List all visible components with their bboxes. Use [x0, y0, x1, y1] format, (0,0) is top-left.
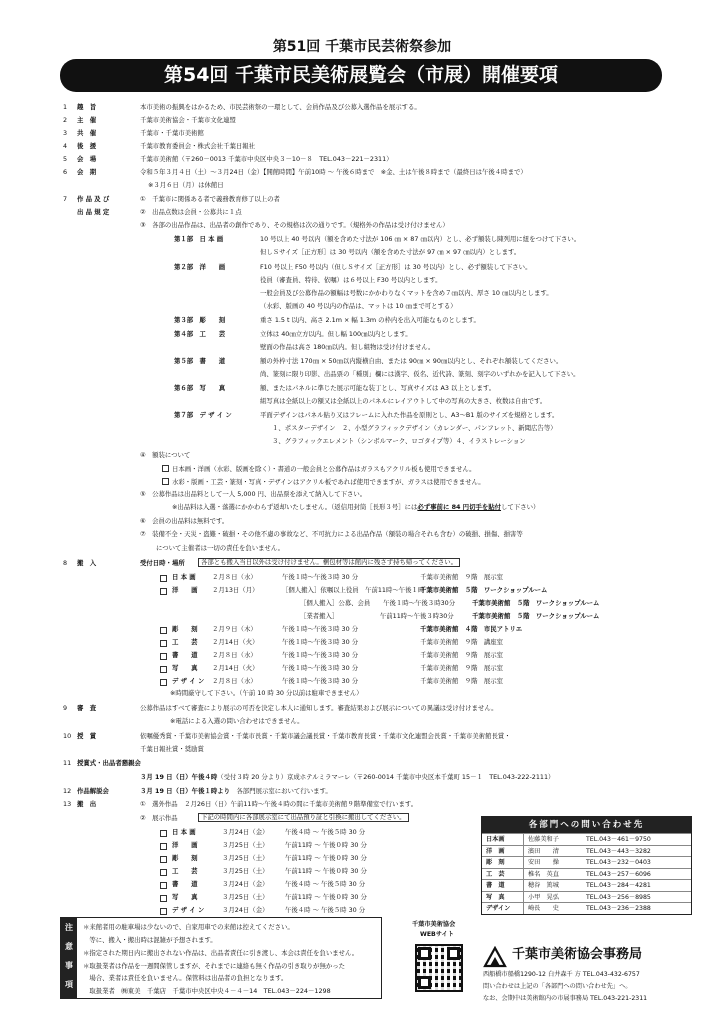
pickup-dept: 洋 画 [172, 841, 198, 849]
delivery-place: 千葉市美術館 ５階 ワークショップルーム [472, 599, 600, 607]
checkbox-icon [160, 679, 167, 686]
office-note-1: 問い合わせは上記の「各部門への問い合わせ先」へ。 [483, 983, 632, 990]
contact-row [482, 891, 691, 903]
contact-tel: TEL.043－443－3282 [586, 847, 651, 855]
item-1-label: 趣 旨 [77, 103, 97, 111]
delivery-head-note: 各部とも搬入当日以外は受け付けません。梱包材等は館内に残さず持ち帰ってください。 [198, 558, 460, 567]
note-line-6: 取扱業者 ㈱東美 千葉店 千葉市中央区中央４－４－14 TEL.043－224－1298 [83, 987, 331, 995]
checkbox-icon [160, 575, 167, 582]
checkbox-icon [160, 856, 167, 863]
checkbox-icon [160, 588, 167, 595]
contact-name: 佐藤美和子 [528, 836, 559, 843]
delivery-note: ※時間厳守して下さい。（午前 10 時 30 分以前は駐車できません） [170, 689, 363, 697]
pickup-note: 下記の時間内に各部展示室にて出品預り証と引換に搬出してください。 [198, 813, 409, 822]
qr-label-1: 千葉市美術協会 [412, 921, 456, 928]
delivery-time: 午後１時～午後３時 30 分 [282, 638, 359, 646]
item-4-label: 後 援 [77, 142, 97, 150]
item-3-text: 千葉市・千葉市美術館 [140, 129, 204, 137]
delivery-time: ［個人搬入］依嘱以上役員 午前11時～午後１時 [282, 586, 425, 594]
spec-shodo-1: 額の外枠寸法 170㎝ × 50㎝以内縦横自由、または 90㎝ × 90㎝以内とし、それぞれ額装してください。 [260, 357, 563, 365]
delivery-time: ［個人搬入］公募、会員 午後１時～午後３時30分 [300, 599, 456, 607]
rule-4b [162, 478, 485, 486]
spec-design-3: ３、グラフィックエレメント（シンボルマーク、ロゴタイプ等）４、イラストレーション [272, 437, 526, 445]
pickup-dept: 工 芸 [172, 867, 198, 875]
item-3-no: 3 [63, 129, 68, 137]
dept-shashin: 第６部 写 真 [174, 384, 226, 392]
sec7-label-2: 出 品 規 定 [77, 208, 110, 216]
pickup-dept: 写 真 [172, 893, 198, 901]
rule-4: ④ 額装について [140, 451, 191, 459]
delivery-time: ［業者搬入］ 午前11時～午後３時30分 [300, 612, 454, 620]
item-5-label: 会 場 [77, 155, 97, 163]
spec-chokoku-1: 重さ 1.5 t 以内、高さ 2.1m × 幅 1.3m の枠内を出入可能なものとします。 [260, 316, 480, 324]
checkbox-icon [160, 830, 167, 837]
rule-5: ⑤ 公募作品は出品料として一人 5,000 円、出品票を添えて納入して下さい。 [140, 490, 367, 498]
contact-tel: TEL.043－236－2388 [586, 905, 651, 912]
qr-code-icon[interactable] [415, 944, 463, 992]
contact-dept: 日本画 [482, 834, 524, 845]
office-address: 西船橋市船橋1290-12 白井森千 方 TEL.043-432-6757 [483, 971, 640, 978]
qr-label-2: WEBサイト [420, 931, 454, 938]
contact-row [482, 845, 691, 857]
contacts-table [481, 816, 692, 915]
contact-tel: TEL.043－256－8985 [586, 893, 651, 901]
delivery-date: ２月８日（水） [212, 651, 257, 659]
delivery-place: 千葉市美術館 ９階 展示室 [420, 651, 504, 659]
delivery-place: 千葉市美術館 ５階 ワークショップルーム [420, 586, 548, 594]
rule-4b-text: 水彩・版画・工芸・篆刻・写真・デザインはアクリル板であれば使用できますが、ガラスは使用できません。 [172, 478, 485, 486]
delivery-date: ２月８日（水） [212, 677, 257, 685]
rule-7: ⑦ 装備不全・天災・盗難・破損・その他不慮の事故など、不可抗力による出品作品（額装の場合それも含む）の破損、損傷、損害等 [140, 530, 523, 538]
pickup-time: 午前11時 ～ 午後０時 30 分 [285, 867, 367, 875]
delivery-dept: デ ザ イ ン [172, 677, 205, 685]
note-line-1: ＊来館者用の駐車場は少ないので、自家用車での来館は控えてください。 [83, 923, 294, 931]
pickup-time: 午後４時 ～ 午後５時 30 分 [285, 828, 366, 836]
office-name: 千葉市美術協会事務局 [512, 947, 643, 962]
rule-5a-text: ※出品料は入選・落選にかかわらず返却いたしません。（返信用封筒［長形３号］には [172, 503, 418, 511]
delivery-time: 午後１時～午後３時 30 分 [282, 573, 359, 581]
notes-label-char: 事 [65, 961, 73, 970]
awards-text-2: 千葉日報社賞・奨励賞 [140, 745, 204, 753]
sec8-label: 搬 入 [77, 559, 97, 567]
delivery-time: 午後１時～午後３時 30 分 [282, 664, 359, 672]
pickup-time: 午後４時 ～ 午後５時 30 分 [285, 906, 366, 914]
dept-shodo: 第５部 書 道 [174, 357, 226, 365]
spec-design-2: １、ポスターデザイン ２、小型グラフィックデザイン（カレンダー、パンフレット、新聞広告等） [272, 424, 557, 432]
item-1-no: 1 [63, 103, 68, 111]
rule-2: ② 出品点数は会員・公募共に１点 [140, 208, 242, 216]
item-4-no: 4 [63, 142, 68, 150]
delivery-dept: 日 本 画 [172, 573, 196, 581]
rule-1: ① 千葉市に関係ある者で義務教育修了以上の者 [140, 195, 280, 203]
contact-row [482, 868, 691, 880]
delivery-dept: 書 道 [172, 651, 198, 659]
delivery-time: 午後１時～午後３時 30 分 [282, 677, 359, 685]
delivery-place: 千葉市美術館 ９階 展示室 [420, 677, 504, 685]
pickup-time: 午前11時 ～ 午後０時 30 分 [285, 893, 367, 901]
rule-5a [172, 504, 539, 511]
item-6-label: 会 期 [77, 168, 97, 176]
sec13-no: 13 [63, 800, 72, 808]
rule-4a [162, 465, 476, 473]
sec12-no: 12 [63, 787, 72, 795]
pickup-dept: 日 本 画 [172, 828, 196, 836]
note-line-4: ＊取扱業者は作品を一週間保管しますが、それまでに連絡も無く作品の引き取りが無かった [83, 962, 346, 970]
contacts-title: 各部門への問い合わせ先 [482, 817, 691, 833]
item-3-label: 共 催 [77, 129, 97, 137]
item-5-text: 千葉市美術館（〒260－0013 千葉市中央区中央３－10－８ TEL.043－221－2311） [140, 155, 393, 163]
ceremony-line [140, 774, 554, 781]
rule-3: ③ 各部の出品作品は、出品者の創作であり、その規格は次の通りです。（規格外の作品は受け付けません） [140, 221, 449, 229]
pickup-rule-1: ① 選外作品 ２月26日（日）午前11時～午後４時の間に千葉市美術館９階準備室で行います。 [140, 800, 418, 808]
contact-dept: 洋 画 [482, 846, 524, 857]
item-4-text: 千葉市教育委員会・株式会社千葉日報社 [140, 142, 256, 150]
contact-dept: 彫 刻 [482, 857, 524, 868]
contact-name: 安田 操 [528, 859, 559, 866]
notes-label [61, 918, 77, 998]
notes-label-char: 項 [65, 980, 73, 989]
sec13-label: 搬 出 [77, 800, 97, 808]
pickup-date: ３月25日（土） [222, 841, 269, 849]
judging-note: ※電話による入選の問い合わせはできません。 [170, 717, 304, 725]
dept-design: 第７部 デ ザ イ ン [174, 411, 232, 419]
delivery-date: ２月14日（火） [212, 664, 259, 672]
contact-dept: 工 芸 [482, 869, 524, 880]
sec9-label: 審 査 [77, 704, 97, 712]
delivery-dept: 写 真 [172, 664, 198, 672]
pickup-time: 午前11時 ～ 午後０時 30 分 [285, 854, 367, 862]
checkbox-icon [160, 640, 167, 647]
delivery-time: 午後１時～午後３時 30 分 [282, 651, 359, 659]
pickup-date: ３月24日（金） [222, 880, 269, 888]
ceremony-rest: （受付３時 20 分より）京成ホテルミラマーレ（〒260-0014 千葉市中央区本千葉町 15－１ TEL.043-222-2111） [217, 773, 555, 781]
contact-row [482, 856, 691, 868]
delivery-dept: 彫 刻 [172, 625, 198, 633]
sec10-no: 10 [63, 732, 72, 740]
pickup-dept: 書 道 [172, 880, 198, 888]
checkbox-icon [160, 882, 167, 889]
checkbox-icon [160, 653, 167, 660]
item-6-text: 令和５年３月４日（土）～３月24日（金）【開館時間】午前10時 ～ 午後６時まで ※金、土は午後８時まで（最終日は午後４時まで） [140, 168, 527, 176]
pickup-date: ３月25日（土） [222, 893, 269, 901]
pickup-date: ３月25日（土） [222, 854, 269, 862]
checkbox-icon [160, 895, 167, 902]
contact-tel: TEL.043－461－9750 [586, 836, 651, 843]
pickup-dept: デ ザ イ ン [172, 906, 205, 914]
sec11-no: 11 [63, 759, 72, 767]
pickup-date: ３月25日（土） [222, 867, 269, 875]
spec-yoga-2: 役員（審査員、特待、依嘱）は６号以上 F30 号以内とします。 [260, 276, 442, 284]
dept-chokoku: 第３部 彫 刻 [174, 316, 226, 324]
sec9-no: 9 [63, 704, 68, 712]
sec10-label: 授 賞 [77, 732, 97, 740]
contact-row [482, 902, 691, 914]
ceremony-date: ３月 19 日（日）午後４時 [140, 773, 218, 781]
delivery-head-label: 受付日時・場所 [140, 559, 185, 567]
delivery-date: ２月８日（水） [212, 573, 257, 581]
note-line-2: 等に、搬入・搬出時は混雑が予想されます。 [83, 936, 217, 944]
spec-yoga-4: （水彩、版画の 40 号以内の作品は、マットは 10 ㎝まで可とする） [260, 302, 457, 310]
sec8-no: 8 [63, 559, 68, 567]
contact-name: 崎長 史 [528, 905, 559, 912]
notes-label-char: 注 [65, 923, 73, 932]
judging-text: 公募作品はすべて審査により展示の可否を決定し本人に通知します。審査結果および展示についての異議は受け付けません。 [140, 704, 498, 712]
checkbox-icon [160, 666, 167, 673]
dept-nihonga: 第１部 日 本 画 [174, 235, 224, 243]
sec7-label: 作 品 及 び [77, 195, 110, 203]
delivery-dept: 洋 画 [172, 586, 198, 594]
pickup-rule-2: ② 展示作品 [140, 814, 178, 822]
spec-kogei-2: 壁面の作品は高さ 180㎝以内。但し組物は受け付けません。 [260, 343, 435, 351]
item-1-text: 本市美術の振興をはかるため、市民芸術祭の一環として、会員作品及び公募入選作品を展示する。 [140, 103, 421, 111]
contact-row [482, 879, 691, 891]
spec-kogei-1: 立体は 40㎝立方以内。但し幅 100㎝以内とします。 [260, 330, 412, 338]
event-subtitle: 第51回 千葉市民芸術祭参加 [272, 39, 452, 55]
office-note-2: なお、会期中は美術館内の市展事務局 TEL.043-221-2311 [483, 995, 648, 1002]
contact-name: 穂谷 篤城 [528, 882, 559, 889]
sec7-no: 7 [63, 195, 68, 203]
association-logo-icon [483, 946, 507, 968]
item-2-label: 主 催 [77, 116, 97, 124]
contact-tel: TEL.043－284－4281 [586, 882, 651, 889]
contact-tel: TEL.043－232－0403 [586, 859, 651, 866]
rule-7b: について主催者は一切の責任を負いません。 [156, 544, 285, 552]
pickup-date: ３月24日（金） [222, 906, 269, 914]
stamp-notice: 必ず事前に 84 円切手を貼付 [417, 503, 502, 511]
delivery-place: 千葉市美術館 ９階 講座室 [420, 638, 504, 646]
checkbox-icon [160, 908, 167, 915]
item-2-no: 2 [63, 116, 68, 124]
rule-5a-end: して下さい） [501, 503, 540, 511]
checkbox-icon [162, 465, 169, 472]
spec-nihonga-2: 但しＳサイズ［正方形］は 30 号以内（額を含めた寸法が 97 ㎝ × 97 ㎝以内）とします。 [260, 248, 521, 256]
pickup-date: ３月24日（金） [222, 828, 269, 836]
item-5-no: 5 [63, 155, 68, 163]
delivery-dept: 工 芸 [172, 638, 198, 646]
spec-shodo-2: 尚、篆刻に限り印影、出品票の「種別」欄には漢字、仮名、近代詩、篆刻、刻字のいずれかを記入して下さい。 [260, 370, 580, 378]
item-6-no: 6 [63, 168, 68, 176]
sec12-label: 作品解説会 [77, 787, 109, 795]
item-2-text: 千葉市美術協会・千葉市文化連盟 [140, 116, 236, 124]
delivery-place: 千葉市美術館 ５階 ワークショップルーム [472, 612, 600, 620]
checkbox-icon [162, 478, 169, 485]
notes-label-char: 意 [65, 942, 73, 951]
note-line-5: 場合、業者は責任を負いません。保管料は出品者の負担となります。 [83, 974, 288, 982]
contact-row [482, 833, 691, 845]
delivery-time: 午後１時～午後３時 30 分 [282, 625, 359, 633]
spec-shashin-2: 組写真は全紙以上の額又は全紙以上のパネルにレイアウトして中の写真の大きさ、枚数は自由です。 [260, 397, 547, 405]
delivery-place: 千葉市美術館 ９階 展示室 [420, 664, 504, 672]
checkbox-icon [160, 869, 167, 876]
notes-box [60, 917, 382, 999]
note-line-3: ＊指定された期日内に搬出されない作品は、出品者責任に引き渡し、本会は責任を負いません。 [83, 949, 359, 957]
checkbox-icon [160, 843, 167, 850]
rule-6: ⑥ 会員の出品料は無料です。 [140, 517, 229, 525]
checkbox-icon [160, 627, 167, 634]
spec-nihonga-1: 10 号以上 40 号以内（額を含めた寸法が 106 ㎝ × 87 ㎝以内）とし、必ず額装し陳列用に紐をつけて下さい。 [260, 235, 581, 243]
contact-tel: TEL.043－257－6096 [586, 870, 651, 878]
pickup-time: 午前11時 ～ 午後０時 30 分 [285, 841, 367, 849]
delivery-date: ２月14日（火） [212, 638, 259, 646]
dept-kogei: 第４部 工 芸 [174, 330, 226, 338]
contact-dept: デザイン [482, 903, 524, 914]
contact-dept: 写 真 [482, 892, 524, 903]
delivery-date: ２月13日（月） [212, 586, 259, 594]
delivery-place: 千葉市美術館 ４階 市民アトリエ [420, 625, 523, 633]
delivery-place: 千葉市美術館 ９階 展示室 [420, 573, 504, 581]
contact-name: 濱田 清 [528, 847, 559, 855]
contact-dept: 書 道 [482, 880, 524, 891]
pickup-dept: 彫 刻 [172, 854, 198, 862]
page-title: 第54回 千葉市民美術展覧会（市展）開催要項 [60, 59, 662, 92]
talk-line [140, 788, 332, 795]
spec-shashin-1: 額、またはパネルに準じた展示可能な装丁とし、写真サイズは A3 以上とします。 [260, 384, 496, 392]
closed-day-note: ※３月６日（月）は休館日 [148, 181, 224, 189]
dept-yoga: 第２部 洋 画 [174, 263, 226, 271]
talk-date: ３月 19 日（日）午後１時より [140, 787, 231, 795]
contact-name: 小甲 晃弘 [528, 893, 559, 901]
spec-yoga-1: F10 号以上 F50 号以内（但しＳサイズ［正方形］は 30 号以内）とし、必ず額装して下さい。 [260, 263, 532, 271]
awards-text: 依嘱優秀賞・千葉市美術協会賞・千葉市長賞・千葉市議会議長賞・千葉市教育長賞・千葉市文化連盟会長賞・千葉市美術館長賞・ [140, 732, 511, 740]
contact-name: 椎名 英直 [528, 870, 559, 878]
spec-yoga-3: 一般会員及び公募作品の額幅は号数にかかわりなくマットを含め７㎝以内、厚さ 10 ㎝以内とします。 [260, 289, 553, 297]
pickup-time: 午後４時 ～ 午後５時 30 分 [285, 880, 366, 888]
delivery-date: ２月９日（木） [212, 625, 257, 633]
talk-rest: 各部門展示室において行います。 [236, 787, 332, 795]
sec11-label: 授賞式・出品者懇親会 [77, 759, 141, 767]
rule-4a-text: 日本画・洋画（水彩、版画を除く）・書道の一般会員と公募作品はガラスもアクリル板も使用できません。 [172, 465, 476, 473]
spec-design-1: 平面デザインはパネル貼り又はフレームに入れた作品を原則とし、A3～B1 版のサイズを規格とします。 [260, 411, 559, 419]
